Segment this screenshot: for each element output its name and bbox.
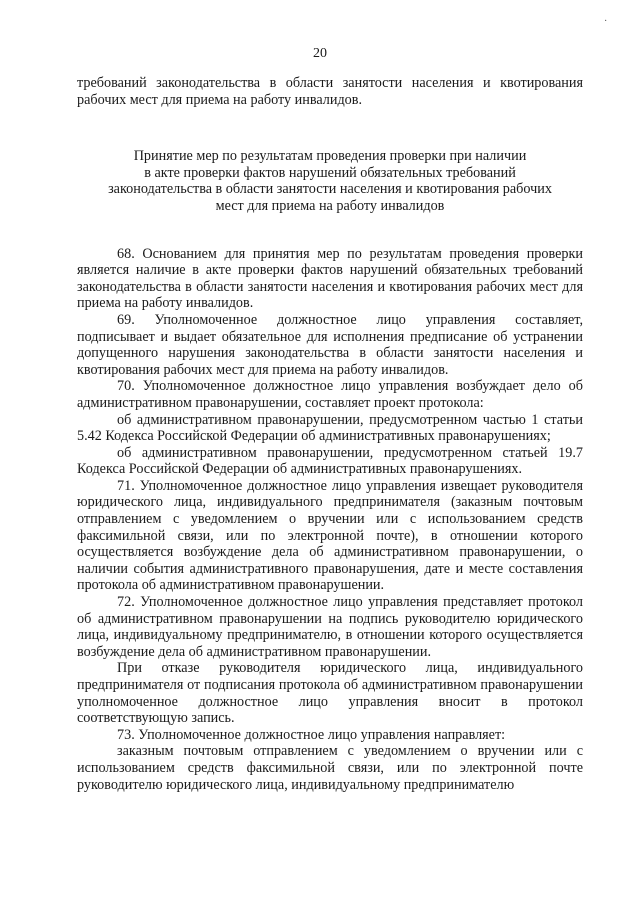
scan-mark: · xyxy=(604,16,608,27)
document-body xyxy=(77,75,583,793)
paragraph-68: 68. Основанием для принятия мер по результатам проведения проверки является наличие в акте проверки фактов нарушений обязательных требований законодательства в области занятости населения и квотирования рабочих мест для приема на работу инвалидов. xyxy=(77,245,583,312)
paragraph-69: 69. Уполномоченное должностное лицо управления составляет, подписывает и выдает обязательное для исполнения предписание об устранении допущенного нарушения законодательства в области занятости населения и квотирования рабочих мест для приема на работу инвалидов. xyxy=(77,311,583,378)
heading-line: Принятие мер по результатам проведения проверки при наличии xyxy=(133,148,527,165)
paragraph-70: 70. Уполномоченное должностное лицо управления возбуждает дело об административном правонарушении, составляет проект протокола: xyxy=(77,378,583,411)
continuation-paragraph: требований законодательства в области занятости населения и квотирования рабочих мест для приема на работу инвалидов. xyxy=(77,75,583,108)
paragraph-73-item-1: заказным почтовым отправлением с уведомлением о вручении или с использованием средств факсимильной связи, или по электронной почте руководителю юридического лица, индивидуальному предпринимателю xyxy=(77,743,583,793)
paragraph-70-item-2: об административном правонарушении, предусмотренном статьей 19.7 Кодекса Российской Федерации об административных правонарушениях. xyxy=(77,444,583,478)
page-number: 20 xyxy=(313,46,327,61)
paragraph-71: 71. Уполномоченное должностное лицо управления извещает руководителя юридического лица, индивидуального предпринимателя (заказным почтовым отправлением с уведомлением о вручении или с использованием средств факсимильной связи, или по электронной почте), в отношении которого осуществляется возбуждение дела об административном правонарушении, о наличии события административного правонарушения, дате и месте составления протокола об административном правонарушении. xyxy=(77,477,583,594)
paragraph-72-refusal: При отказе руководителя юридического лица, индивидуального предпринимателя от подписания протокола об административном правонарушении уполномоченное должностное лицо управления вносит в протокол соответствующую запись. xyxy=(77,660,583,727)
paragraph-70-item-1: об административном правонарушении, предусмотренном частью 1 статьи 5.42 Кодекса Российской Федерации об административных правонарушениях; xyxy=(77,411,583,445)
heading-line: законодательства в области занятости населения и квотирования рабочих xyxy=(108,181,552,198)
paragraph-72: 72. Уполномоченное должностное лицо управления представляет протокол об административном правонарушении на подпись руководителю юридического лица, индивидуальному предпринимателю, в отношении которого осуществляется возбуждение дела об административном правонарушении. xyxy=(77,594,583,660)
section-heading xyxy=(77,148,583,214)
paragraph-73: 73. Уполномоченное должностное лицо управления направляет: xyxy=(117,726,506,743)
heading-line: в акте проверки фактов нарушений обязательных требований xyxy=(144,164,516,181)
heading-line: мест для приема на работу инвалидов xyxy=(215,197,445,214)
